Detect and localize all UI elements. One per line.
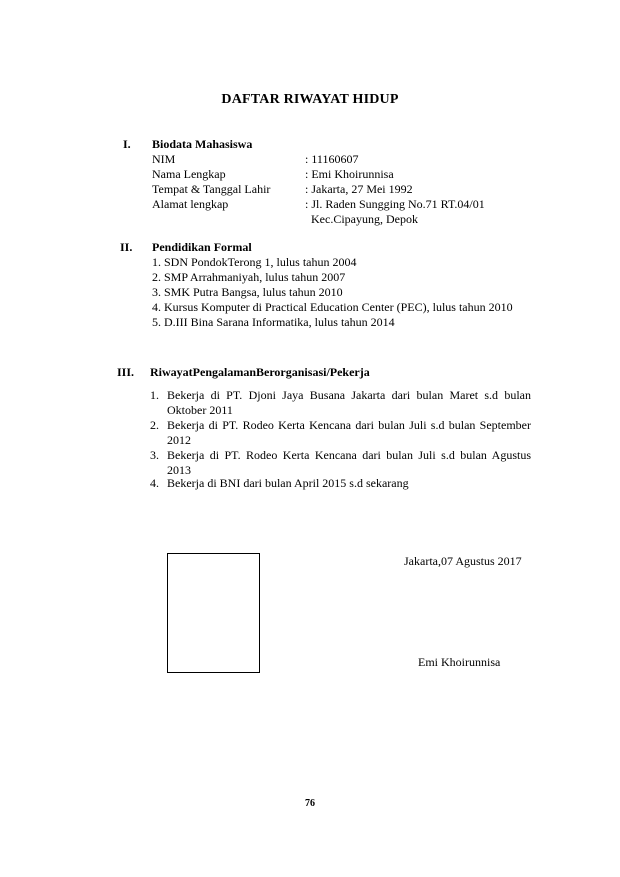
list-item: Bekerja di PT. Rodeo Kerta Kencana dari bulan Juli s.d bulan Agustus 2013	[167, 448, 531, 477]
list-number: 2.	[150, 418, 159, 432]
list-item: 2. SMP Arrahmaniyah, lulus tahun 2007	[152, 270, 346, 284]
section-number: III.	[117, 365, 135, 379]
list-item: Bekerja di PT. Djoni Jaya Busana Jakarta dari bulan Maret s.d bulan Oktober 2011	[167, 388, 531, 417]
field-label: Nama Lengkap	[152, 167, 226, 181]
field-label: Tempat & Tanggal Lahir	[152, 182, 271, 196]
signature-name: Emi Khoirunnisa	[418, 655, 501, 669]
list-item: Bekerja di PT. Rodeo Kerta Kencana dari bulan Juli s.d bulan September 2012	[167, 418, 531, 447]
page-number: 76	[305, 798, 315, 809]
field-value: : Jakarta, 27 Mei 1992	[305, 182, 413, 196]
address-line-2: Kec.Cipayung, Depok	[311, 212, 418, 226]
list-item: Bekerja di BNI dari bulan April 2015 s.d sekarang	[167, 476, 409, 490]
field-label: Alamat lengkap	[152, 197, 229, 211]
list-number: 1.	[150, 388, 159, 402]
section-heading: Biodata Mahasiswa	[152, 137, 253, 151]
document-title: DAFTAR RIWAYAT HIDUP	[221, 92, 399, 107]
photo-placeholder	[167, 553, 260, 673]
field-value: : Emi Khoirunnisa	[305, 167, 394, 181]
field-label: NIM	[152, 152, 176, 166]
field-value: : 11160607	[305, 152, 359, 166]
list-item: 3. SMK Putra Bangsa, lulus tahun 2010	[152, 285, 343, 299]
section-number: II.	[120, 240, 133, 254]
list-number: 3.	[150, 448, 159, 462]
section-heading: Pendidikan Formal	[152, 240, 252, 254]
list-item: 1. SDN PondokTerong 1, lulus tahun 2004	[152, 255, 357, 269]
list-item: 5. D.III Bina Sarana Informatika, lulus tahun 2014	[152, 315, 395, 329]
signature-place-date: Jakarta,07 Agustus 2017	[404, 554, 522, 568]
section-number: I.	[123, 137, 131, 151]
list-number: 4.	[150, 476, 159, 490]
field-value: : Jl. Raden Sungging No.71 RT.04/01	[305, 197, 485, 211]
section-heading: RiwayatPengalamanBerorganisasi/Pekerja	[150, 365, 370, 379]
list-item: 4. Kursus Komputer di Practical Education Center (PEC), lulus tahun 2010	[152, 300, 513, 314]
